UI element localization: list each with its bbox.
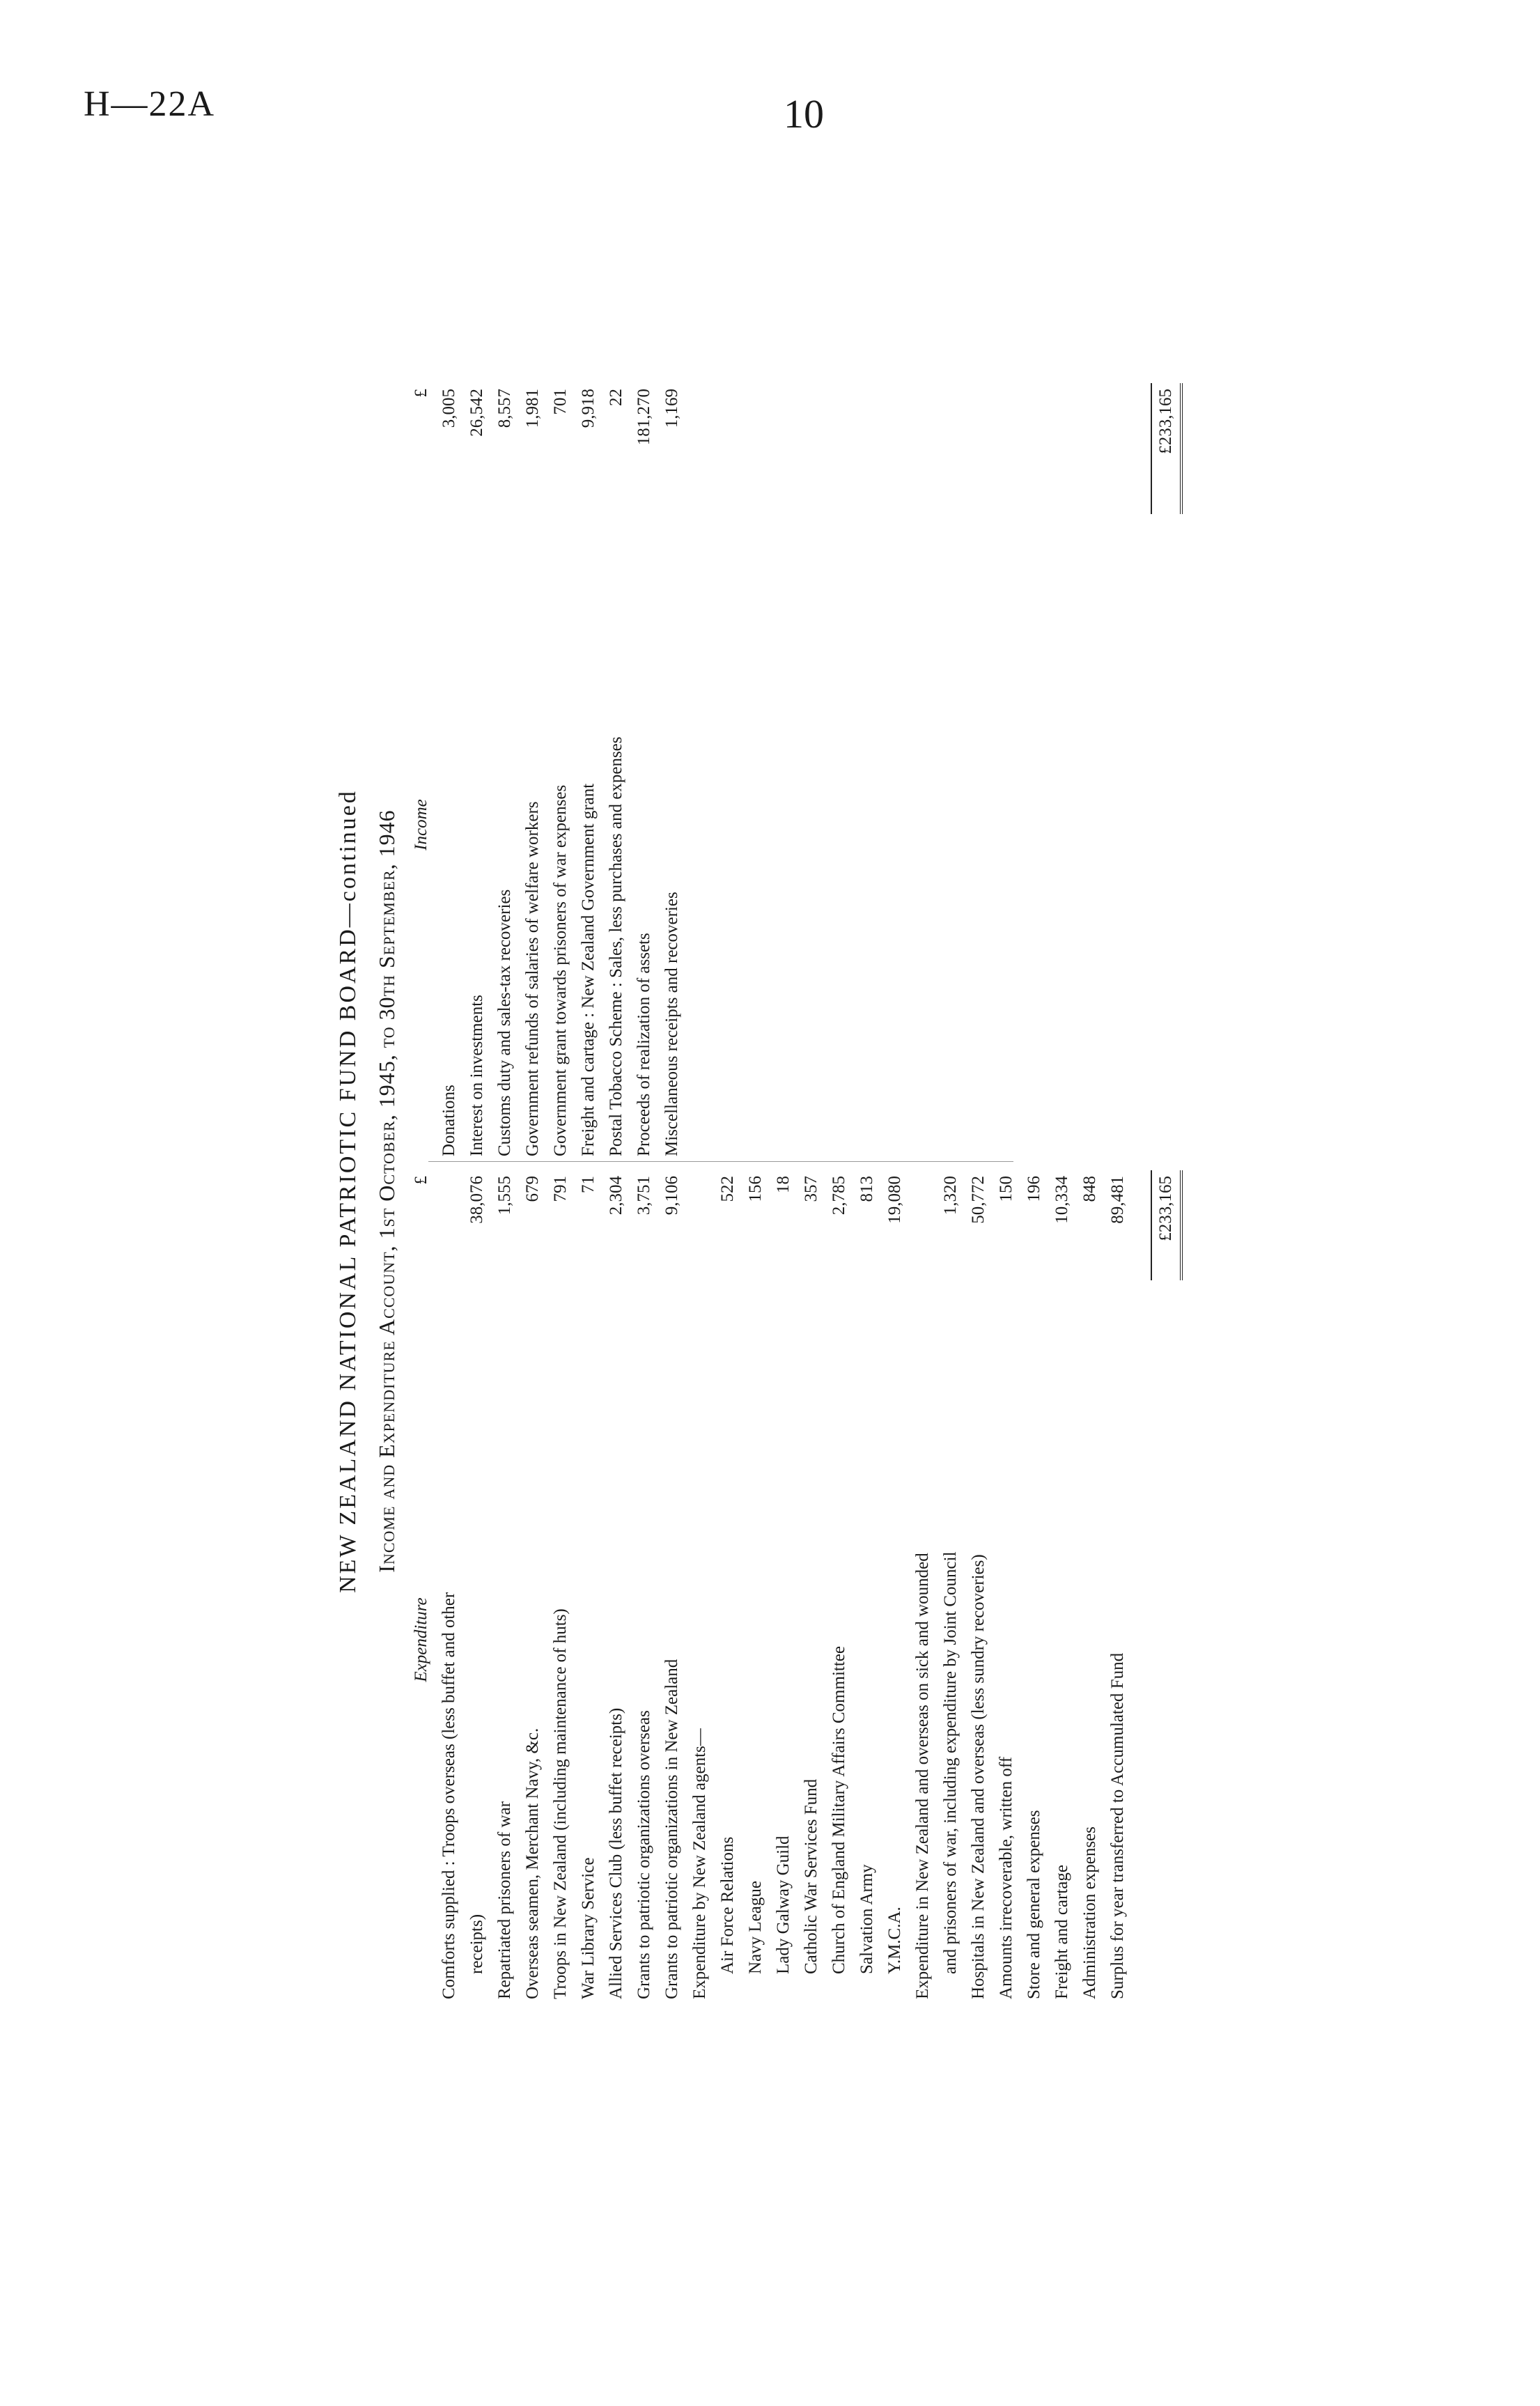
- expenditure-row: [658, 1170, 686, 1999]
- expenditure-column: [407, 1170, 1188, 1999]
- page-number: 10: [784, 91, 824, 137]
- expenditure-total-row: [1146, 1170, 1188, 1999]
- expenditure-row-amount: 3,751: [635, 1176, 653, 1216]
- income-row-amount: 1,981: [523, 389, 542, 428]
- expenditure-row: [714, 1170, 742, 1999]
- document-code: H—22A: [84, 84, 216, 124]
- expenditure-header: [407, 1170, 435, 1999]
- income-row: [519, 383, 547, 1156]
- expenditure-row: [853, 1170, 881, 1999]
- income-row-label: Miscellaneous receipts and recoveries: [662, 892, 681, 1156]
- expenditure-row: [937, 1170, 965, 1999]
- expenditure-row-amount: 813: [857, 1176, 876, 1202]
- income-row-label: Proceeds of realization of assets: [635, 933, 653, 1156]
- expenditure-row-amount: 156: [746, 1176, 765, 1202]
- expenditure-row-label: and prisoners of war, including expenditure by Joint Council: [941, 1551, 960, 1974]
- income-row-label: Government grant towards prisoners of war expenses: [551, 784, 570, 1156]
- expenditure-row: [1020, 1170, 1048, 1999]
- expenditure-row: [575, 1170, 602, 1999]
- expenditure-row-amount: 2,304: [607, 1176, 625, 1216]
- expenditure-row: [881, 1170, 909, 1999]
- expenditure-heading: Expenditure: [412, 1597, 430, 1682]
- expenditure-row-amount: 18: [774, 1176, 793, 1193]
- expenditure-row: [993, 1170, 1020, 1999]
- expenditure-row: [602, 1170, 630, 1999]
- expenditure-row-amount: 2,785: [830, 1176, 848, 1216]
- income-column: [407, 383, 1188, 1156]
- expenditure-row-label: Expenditure by New Zealand agents—: [690, 1728, 709, 1999]
- income-row-label: Postal Tobacco Scheme : Sales, less purchases and expenses: [607, 736, 625, 1156]
- expenditure-row-amount: 1,555: [495, 1176, 514, 1216]
- income-row: [463, 383, 491, 1156]
- expenditure-row: [630, 1170, 658, 1999]
- rotated-account-table: [306, 369, 1226, 2013]
- account-title: NEW ZEALAND NATIONAL PATRIOTIC FUND BOARD—continued: [335, 789, 361, 1593]
- income-total: £233,165: [1151, 383, 1183, 514]
- expenditure-row-amount: 679: [523, 1176, 542, 1202]
- expenditure-row-label: Store and general expenses: [1025, 1810, 1043, 1999]
- income-row: [435, 383, 463, 1156]
- expenditure-row-label: Administration expenses: [1080, 1826, 1099, 1999]
- expenditure-row-label: Grants to patriotic organizations in New Zealand: [662, 1659, 681, 1999]
- expenditure-row: [798, 1170, 825, 1999]
- expenditure-row-amount: 10,334: [1052, 1176, 1071, 1224]
- expenditure-row: [463, 1170, 491, 1999]
- income-unit: £: [412, 389, 430, 398]
- expenditure-row-amount: 848: [1080, 1176, 1099, 1202]
- expenditure-row-label: Expenditure in New Zealand and overseas on sick and wounded: [913, 1553, 932, 1999]
- expenditure-row-amount: 1,320: [941, 1176, 960, 1216]
- expenditure-row: [1048, 1170, 1076, 1999]
- expenditure-row-amount: 71: [579, 1176, 598, 1193]
- income-row-amount: 1,169: [662, 389, 681, 428]
- income-rows: [435, 383, 686, 1156]
- income-total-row: [1146, 383, 1188, 1156]
- expenditure-row: [1076, 1170, 1104, 1999]
- expenditure-row: [742, 1170, 770, 1999]
- expenditure-row-label: Catholic War Services Fund: [802, 1778, 820, 1974]
- income-row-amount: 26,542: [467, 389, 486, 437]
- expenditure-row-label: Repatriated prisoners of war: [495, 1801, 514, 1999]
- expenditure-row: [770, 1170, 798, 1999]
- income-row-amount: 701: [551, 389, 570, 415]
- income-row-label: Donations: [440, 1085, 458, 1156]
- expenditure-row: [909, 1170, 937, 1999]
- income-row: [658, 383, 686, 1156]
- income-row: [575, 383, 602, 1156]
- expenditure-rows: [435, 1170, 1132, 1999]
- expenditure-unit: £: [412, 1176, 430, 1185]
- income-row-label: Interest on investments: [467, 995, 486, 1156]
- expenditure-row: [519, 1170, 547, 1999]
- expenditure-row-label: Freight and cartage: [1052, 1865, 1071, 1999]
- income-spacer: [686, 383, 1132, 1156]
- expenditure-row-label: Church of England Military Affairs Committee: [830, 1646, 848, 1974]
- expenditure-row: [965, 1170, 993, 1999]
- expenditure-row-amount: 89,481: [1108, 1176, 1127, 1224]
- expenditure-row-label: Troops in New Zealand (including maintenance of huts): [551, 1608, 570, 1999]
- expenditure-row: [825, 1170, 853, 1999]
- expenditure-row-label: Amounts irrecoverable, written off: [997, 1756, 1016, 1999]
- column-divider: [428, 1161, 1013, 1162]
- expenditure-total: £233,165: [1151, 1170, 1183, 1280]
- income-heading: Income: [412, 799, 430, 851]
- income-row-amount: 181,270: [635, 389, 653, 446]
- expenditure-row-amount: 357: [802, 1176, 820, 1202]
- expenditure-row-amount: 791: [551, 1176, 570, 1202]
- income-row: [491, 383, 519, 1156]
- expenditure-row-label: War Library Service: [579, 1857, 598, 1999]
- expenditure-row: [686, 1170, 714, 1999]
- income-row-amount: 22: [607, 389, 625, 406]
- income-row-label: Freight and cartage : New Zealand Government grant: [579, 783, 598, 1156]
- expenditure-row-amount: 38,076: [467, 1176, 486, 1224]
- expenditure-row-label: Overseas seamen, Merchant Navy, &c.: [523, 1728, 542, 1999]
- expenditure-row-label: Y.M.C.A.: [885, 1907, 904, 1974]
- expenditure-row: [547, 1170, 575, 1999]
- expenditure-row: [435, 1170, 463, 1999]
- income-row-amount: 8,557: [495, 389, 514, 428]
- expenditure-row-label: Lady Galway Guild: [774, 1835, 793, 1974]
- expenditure-row-label: receipts): [467, 1914, 486, 1974]
- income-row: [602, 383, 630, 1156]
- income-row: [547, 383, 575, 1156]
- expenditure-row: [1104, 1170, 1132, 1999]
- income-row-amount: 3,005: [440, 389, 458, 428]
- expenditure-row-amount: 196: [1025, 1176, 1043, 1202]
- expenditure-row-label: Navy League: [746, 1881, 765, 1974]
- expenditure-row-label: Hospitals in New Zealand and overseas (less sundry recoveries): [969, 1554, 988, 1999]
- expenditure-row-label: Air Force Relations: [718, 1836, 737, 1974]
- income-header: [407, 383, 435, 1156]
- expenditure-row-label: Surplus for year transferred to Accumulated Fund: [1108, 1652, 1127, 1999]
- account-subtitle: [373, 369, 400, 2013]
- account-subtitle-text: Income and Expenditure Account, 1st October, 1945, to 30th September, 1946: [374, 809, 399, 1573]
- expenditure-row-amount: 150: [997, 1176, 1016, 1202]
- income-row: [630, 383, 658, 1156]
- expenditure-row-amount: 522: [718, 1176, 737, 1202]
- expenditure-row: [491, 1170, 519, 1999]
- expenditure-row-amount: 50,772: [969, 1176, 988, 1224]
- income-row-label: Government refunds of salaries of welfare workers: [523, 801, 542, 1156]
- expenditure-row-amount: 19,080: [885, 1176, 904, 1224]
- expenditure-row-label: Salvation Army: [857, 1864, 876, 1974]
- expenditure-row-amount: 9,106: [662, 1176, 681, 1216]
- expenditure-row-label: Comforts supplied : Troops overseas (less buffet and other: [440, 1592, 458, 1999]
- income-row-label: Customs duty and sales-tax recoveries: [495, 889, 514, 1156]
- expenditure-row-label: Grants to patriotic organizations overseas: [635, 1710, 653, 1999]
- expenditure-row-label: Allied Services Club (less buffet receipts): [607, 1707, 625, 1999]
- income-row-amount: 9,918: [579, 389, 598, 428]
